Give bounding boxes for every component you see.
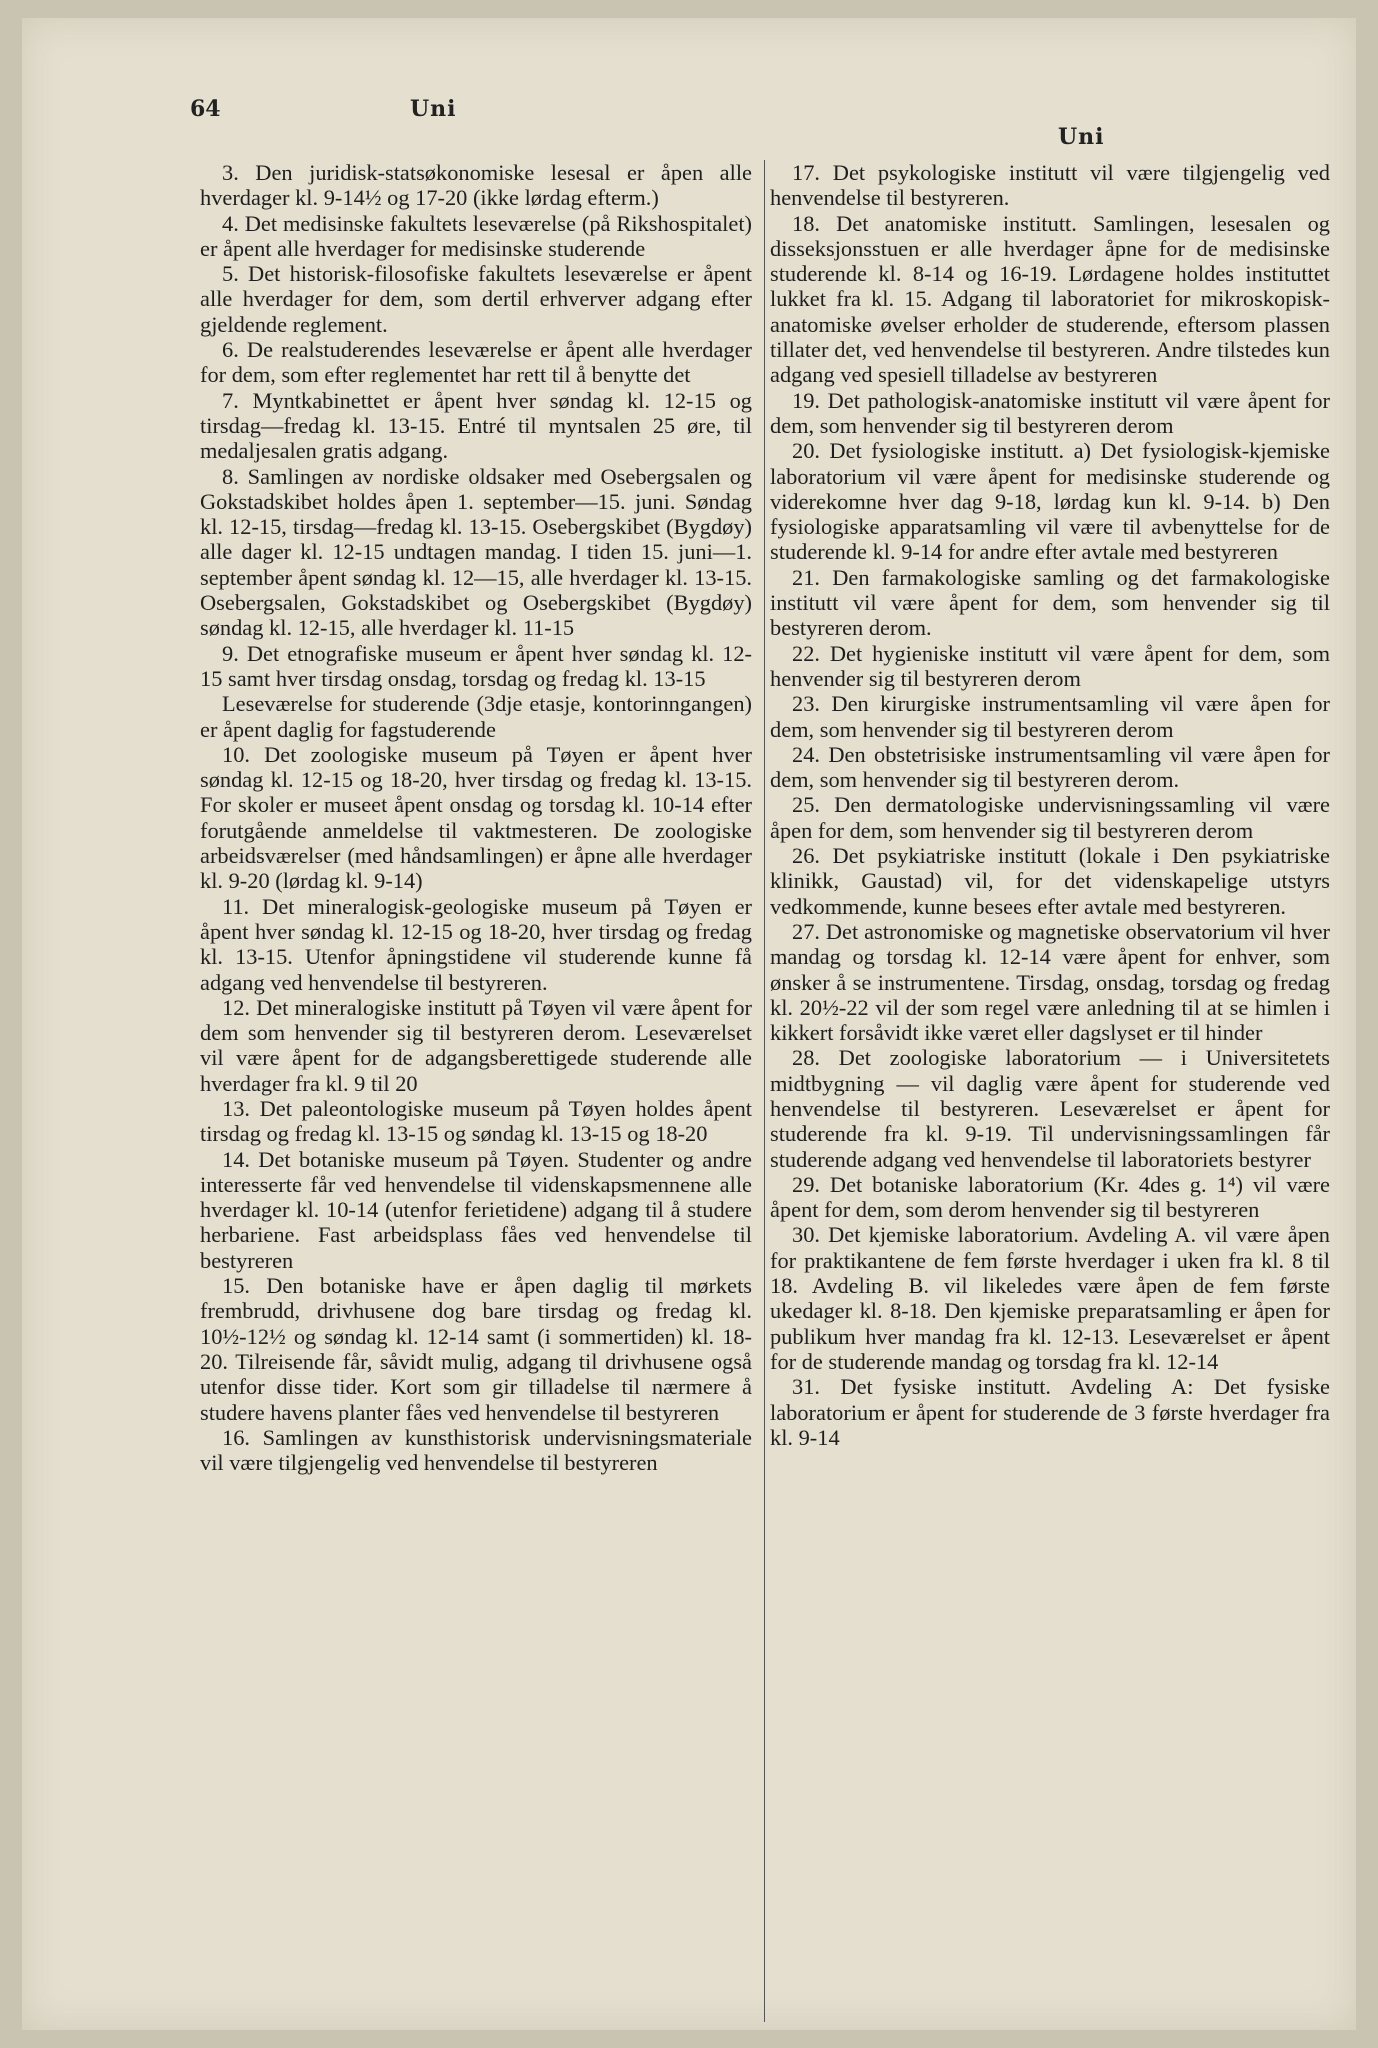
entry-paragraph: 18. Det anatomiske institutt. Samlingen, lesesalen og disseksjonsstuen er alle hverdager åpne for de medisinske studerende kl. 8-14 og 16-19. Lørdagene holdes instituttet lukket fra kl. 15. Adgang til laboratoriet for mikroskopisk-anatomiske øvelser erholder de studerende, eftersom plassen tillater det, ved henvendelse til bestyreren. Andre tilstedes kun adgang ved spesiell tilladelse av bestyreren <box>770 210 1330 388</box>
entry-paragraph: 3. Den juridisk-statsøkonomiske lesesal er åpen alle hverdager kl. 9-14½ og 17-20 (ikke lørdag efterm.) <box>200 160 752 211</box>
right-column <box>770 160 1330 1980</box>
entry-paragraph: 12. Det mineralogiske institutt på Tøyen vil være åpent for dem som henvender sig til bestyreren derom. Leseværelset vil være åpent for de adgangsberettigede studerende alle hverdager fra kl. 9 til 20 <box>200 994 752 1096</box>
entry-paragraph: 10. Det zoologiske museum på Tøyen er åpent hver søndag kl. 12-15 og 18-20, hver tirsdag og fredag kl. 13-15. For skoler er museet åpent onsdag og torsdag kl. 10-14 efter forutgående anmeldelse til vaktmesteren. De zoologiske arbeidsværelser (med håndsamlingen) er åpne alle hverdager kl. 9-20 (lørdag kl. 9-14) <box>200 741 752 894</box>
entry-paragraph: 15. Den botaniske have er åpen daglig til mørkets frembrudd, drivhusene dog bare tirsdag og fredag kl. 10½-12½ og søndag kl. 12-14 samt (i sommertiden) kl. 18-20. Tilreisende får, såvidt mulig, adgang til drivhusene også utenfor disse tider. Kort som gir tilladelse til nærmere å studere havens planter fåes ved henvendelse til bestyreren <box>200 1273 752 1425</box>
left-running-head: Uni <box>410 96 457 122</box>
entry-paragraph: Leseværelse for studerende (3dje etasje, kontorinngangen) er åpent daglig for fagstuderende <box>200 691 752 742</box>
right-running-head: Uni <box>1058 124 1105 150</box>
entry-paragraph: 5. Det historisk-filosofiske fakultets leseværelse er åpent alle hverdager for dem, som dertil erhverver adgang efter gjeldende reglement. <box>200 261 752 337</box>
entry-paragraph: 19. Det pathologisk-anatomiske institutt vil være åpent for dem, som henvender sig til bestyreren derom <box>770 387 1330 438</box>
entry-paragraph: 4. Det medisinske fakultets leseværelse (på Rikshospitalet) er åpent alle hverdager for medisinske studerende <box>200 210 752 261</box>
left-column <box>200 160 752 1980</box>
entry-paragraph: 22. Det hygieniske institutt vil være åpent for dem, som henvender sig til bestyreren derom <box>770 640 1330 691</box>
entry-paragraph: 17. Det psykologiske institutt vil være tilgjengelig ved henvendelse til bestyreren. <box>770 160 1330 211</box>
entry-paragraph: 31. Det fysiske institutt. Avdeling A: Det fysiske laboratorium er åpent for studerende de 3 første hverdager fra kl. 9-14 <box>770 1374 1330 1450</box>
entry-paragraph: 26. Det psykiatriske institutt (lokale i Den psykiatriske klinikk, Gaustad) vil, for det videnskapelige utstyrs vedkommende, kunne besees efter avtale med bestyreren. <box>770 843 1330 919</box>
book-page <box>22 18 1356 2030</box>
page-number: 64 <box>190 96 221 122</box>
column-divider <box>764 160 765 2022</box>
entry-paragraph: 20. Det fysiologiske institutt. a) Det fysiologisk-kjemiske laboratorium vil være åpent for medisinske studerende og viderekomne hver dag 9-18, lørdag kun kl. 9-14. b) Den fysiologiske apparatsamling vil være til avbenyttelse for de studerende kl. 9-14 for andre efter avtale med bestyreren <box>770 438 1330 565</box>
entry-paragraph: 11. Det mineralogisk-geologiske museum på Tøyen er åpent hver søndag kl. 12-15 og 18-20, hver tirsdag og fredag kl. 13-15. Utenfor åpningstidene vil studerende kunne få adgang ved henvendelse til bestyreren. <box>200 893 752 995</box>
entry-paragraph: 8. Samlingen av nordiske oldsaker med Osebergsalen og Gokstadskibet holdes åpen 1. september—15. juni. Søndag kl. 12-15, tirsdag—fredag kl. 13-15. Osebergskibet (Bygdøy) alle dager kl. 12-15 undtagen mandag. I tiden 15. juni—1. september åpent søndag kl. 12—15, alle hverdager kl. 13-15. Osebergsalen, Gokstadskibet og Osebergskibet (Bygdøy) søndag kl. 12-15, alle hverdager kl. 11-15 <box>200 463 752 641</box>
entry-paragraph: 23. Den kirurgiske instrumentsamling vil være åpen for dem, som henvender sig til bestyreren derom <box>770 691 1330 742</box>
entry-paragraph: 14. Det botaniske museum på Tøyen. Studenter og andre interesserte får ved henvendelse til videnskapsmennene alle hverdager kl. 10-14 (utenfor ferietidene) adgang til å studere herbariene. Fast arbeidsplass fåes ved henvendelse til bestyreren <box>200 1146 752 1273</box>
entry-paragraph: 7. Myntkabinettet er åpent hver søndag kl. 12-15 og tirsdag—fredag kl. 13-15. Entré til myntsalen 25 øre, til medaljesalen gratis adgang. <box>200 387 752 464</box>
entry-paragraph: 30. Det kjemiske laboratorium. Avdeling A. vil være åpen for praktikantene de fem første hverdager i uken fra kl. 8 til 18. Avdeling B. vil likeledes være åpen de fem første ukedager kl. 8-18. Den kjemiske preparatsamling er åpen for publikum hver mandag fra kl. 12-13. Leseværelset er åpent for de studerende mandag og torsdag fra kl. 12-14 <box>770 1222 1330 1374</box>
entry-paragraph: 13. Det paleontologiske museum på Tøyen holdes åpent tirsdag og fredag kl. 13-15 og søndag kl. 13-15 og 18-20 <box>200 1095 752 1147</box>
entry-paragraph: 21. Den farmakologiske samling og det farmakologiske institutt vil være åpent for dem, som henvender sig til bestyreren derom. <box>770 564 1330 641</box>
entry-paragraph: 28. Det zoologiske laboratorium — i Universitetets midtbygning — vil daglig være åpent for studerende ved henvendelse til bestyreren. Leseværelset er åpent for studerende fra kl. 9-19. Til undervisningssamlingen får studerende adgang ved henvendelse til laboratoriets bestyrer <box>770 1045 1330 1172</box>
entry-paragraph: 6. De realstuderendes leseværelse er åpent alle hverdager for dem, som efter reglementet har rett til å benytte det <box>200 337 752 388</box>
entry-paragraph: 29. Det botaniske laboratorium (Kr. 4des g. 1⁴) vil være åpent for dem, som derom henvender sig til bestyreren <box>770 1171 1330 1223</box>
entry-paragraph: 25. Den dermatologiske undervisningssamling vil være åpen for dem, som henvender sig til bestyreren derom <box>770 792 1330 843</box>
entry-paragraph: 9. Det etnografiske museum er åpent hver søndag kl. 12-15 samt hver tirsdag onsdag, torsdag og fredag kl. 13-15 <box>200 640 752 691</box>
entry-paragraph: 24. Den obstetrisiske instrumentsamling vil være åpen for dem, som henvender sig til bestyreren derom. <box>770 741 1330 793</box>
entry-paragraph: 27. Det astronomiske og magnetiske observatorium vil hver mandag og torsdag kl. 12-14 være åpent for enhver, som ønsker å se instrumentene. Tirsdag, onsdag, torsdag og fredag kl. 20½-22 vil der som regel være anledning til at se himlen i kikkert forsåvidt ikke været eller dagslyset er til hinder <box>770 918 1330 1046</box>
entry-paragraph: 16. Samlingen av kunsthistorisk undervisningsmateriale vil være tilgjengelig ved henvendelse til bestyreren <box>200 1424 752 1476</box>
